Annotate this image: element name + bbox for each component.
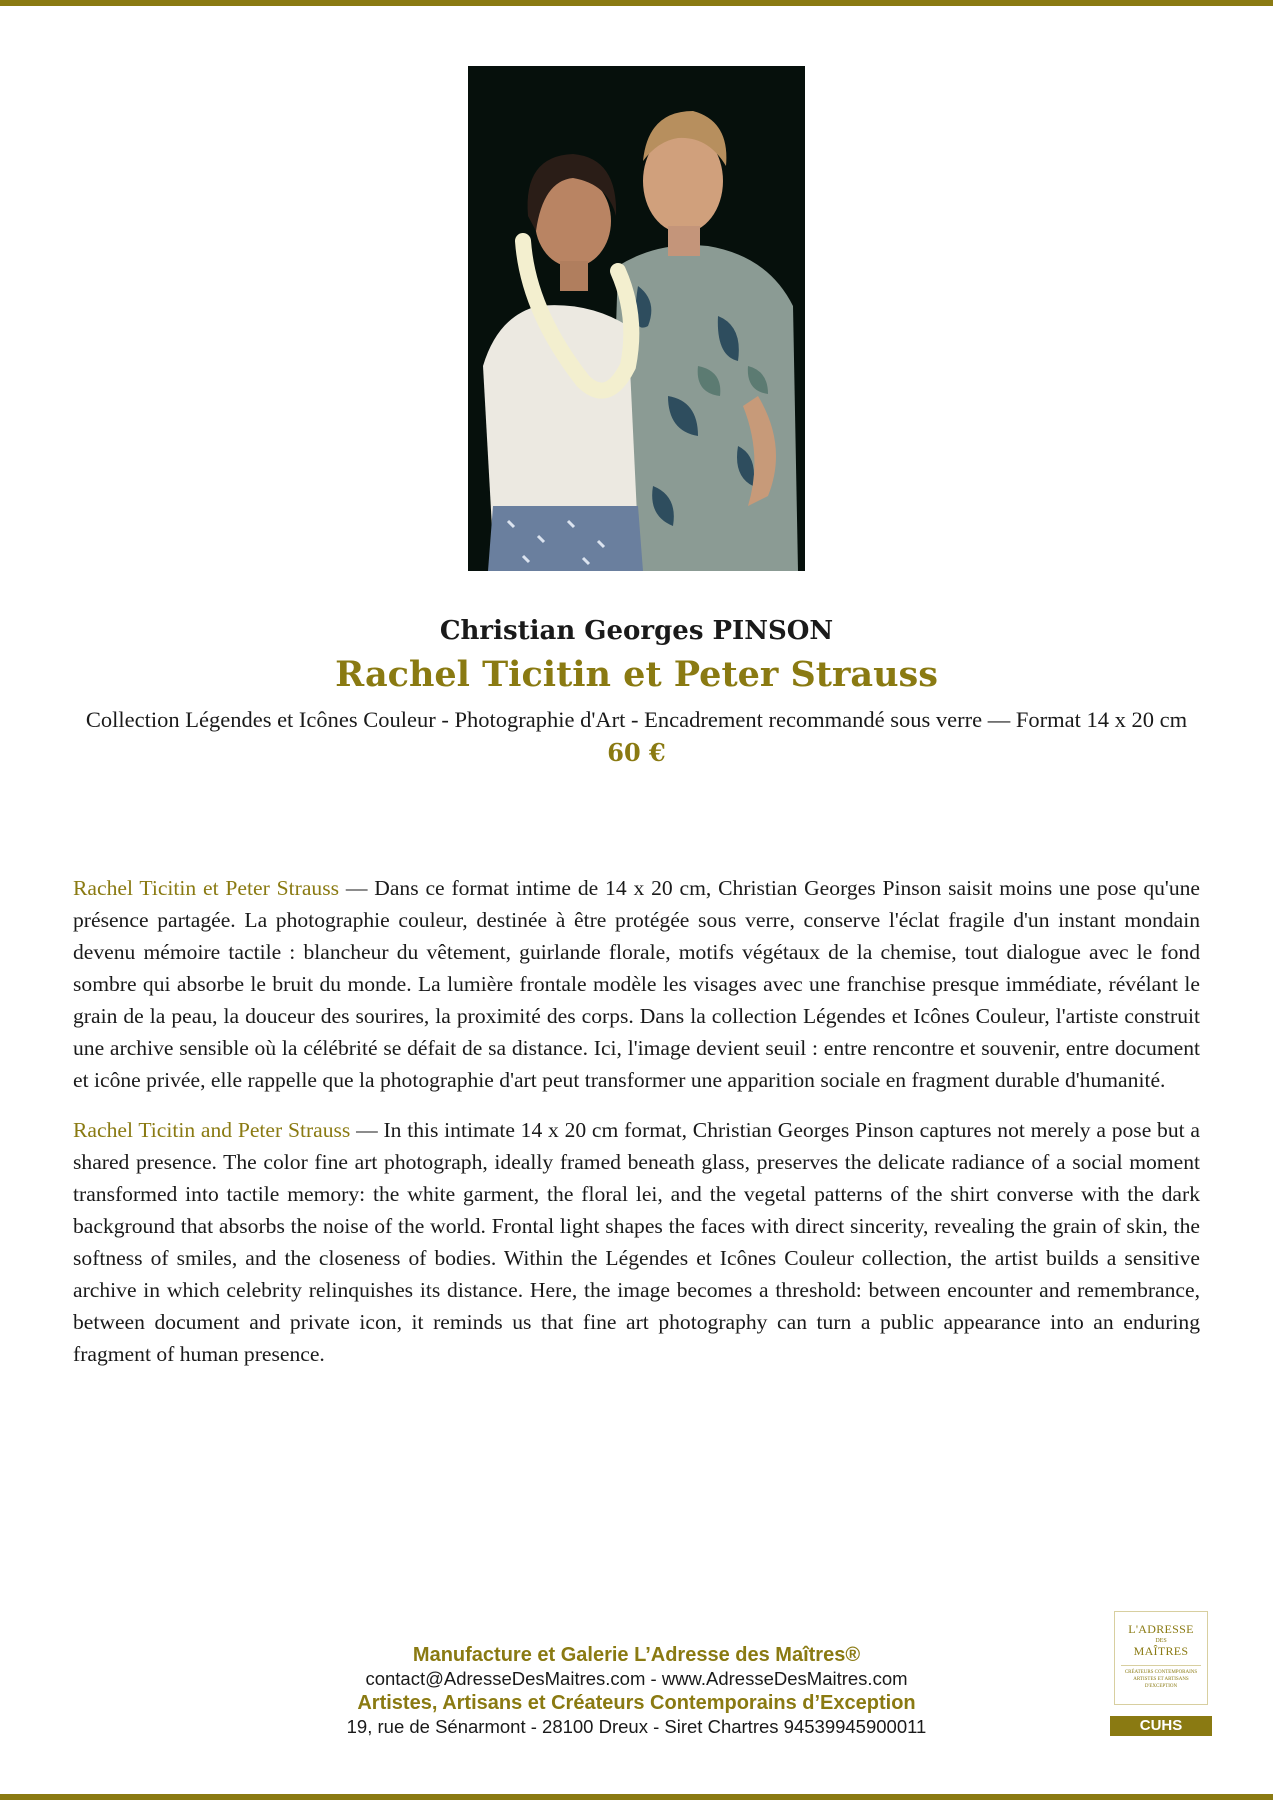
- top-border-rule: [0, 0, 1273, 6]
- artwork-heading: [73, 612, 1200, 770]
- gallery-logo: [1114, 1611, 1208, 1705]
- artwork-text: [73, 872, 1200, 1388]
- artwork-title: Rachel Ticitin et Peter Strauss: [335, 654, 938, 695]
- logo-line-4: CRÉATEURS CONTEMPORAINS ARTISTES ET ARTISANS D'EXCEPTION: [1121, 1665, 1201, 1690]
- paragraph-english: [73, 1114, 1200, 1370]
- paragraph-french: [73, 872, 1200, 1096]
- paragraph-english-lead: Rachel Ticitin and Peter Strauss: [73, 1118, 351, 1142]
- artwork-description: Collection Légendes et Icônes Couleur - Photographie d'Art - Encadrement recommandé sous verre — Format 14 x 20 cm: [85, 707, 1188, 732]
- bottom-border-rule: [0, 1794, 1273, 1800]
- photo-illustration: [468, 66, 805, 571]
- gallery-contact: contact@AdresseDesMaitres.com - www.AdresseDesMaitres.com: [365, 1668, 908, 1689]
- logo-line-3: MAÎTRES: [1133, 1644, 1189, 1658]
- cuhs-badge: CUHS: [1110, 1716, 1212, 1736]
- gallery-address: 19, rue de Sénarmont - 28100 Dreux - Siret Chartres 94539945900011: [346, 1716, 927, 1737]
- gallery-footer: [300, 1643, 973, 1739]
- paragraph-french-lead: Rachel Ticitin et Peter Strauss: [73, 876, 340, 900]
- paragraph-french-body: — Dans ce format intime de 14 x 20 cm, Christian Georges Pinson saisit moins une pose qu'une présence partagée. La photographie couleur, destinée à être protégée sous verre, conserve l'éclat fragile d'un instant mondain devenu mémoire tactile : blancheur du vêtement, guirlande florale, motifs végétaux de la chemise, tout dialogue avec le fond sombre qui absorbe le bruit du monde. La lumière frontale modèle les visages avec une franchise presque immédiate, révélant le grain de la peau, la douceur des sourires, la proximité des corps. Dans la collection Légendes et Icônes Couleur, l'artiste construit une archive sensible où la célébrité se défait de sa distance. Ici, l'image devient seuil : entre rencontre et souvenir, entre document et icône privée, elle rappelle que la photographie d'art peut transformer une apparition sociale en fragment durable d'humanité.: [73, 876, 1200, 1092]
- gallery-tagline: Artistes, Artisans et Créateurs Contemporains d’Exception: [357, 1692, 916, 1714]
- artist-name: Christian Georges PINSON: [439, 616, 834, 646]
- gallery-name: Manufacture et Galerie L’Adresse des Maîtres®: [412, 1644, 861, 1666]
- logo-line-2: DES: [1155, 1638, 1167, 1644]
- artwork-price: 60 €: [607, 738, 666, 767]
- paragraph-english-body: — In this intimate 14 x 20 cm format, Christian Georges Pinson captures not merely a pose but a shared presence. The color fine art photograph, ideally framed beneath glass, preserves the delicate radiance of a social moment transformed into tactile memory: the white garment, the floral lei, and the vegetal patterns of the shirt converse with the dark background that absorbs the noise of the world. Frontal light shapes the faces with direct sincerity, revealing the grain of skin, the softness of smiles, and the closeness of bodies. Within the Légendes et Icônes Couleur collection, the artist builds a sensitive archive in which celebrity relinquishes its distance. Here, the image becomes a threshold: between encounter and remembrance, between document and private icon, it reminds us that fine art photography can turn a public appearance into an enduring fragment of human presence.: [73, 1118, 1200, 1366]
- logo-line-1: L'ADRESSE: [1128, 1622, 1194, 1636]
- artwork-photograph: [468, 66, 805, 571]
